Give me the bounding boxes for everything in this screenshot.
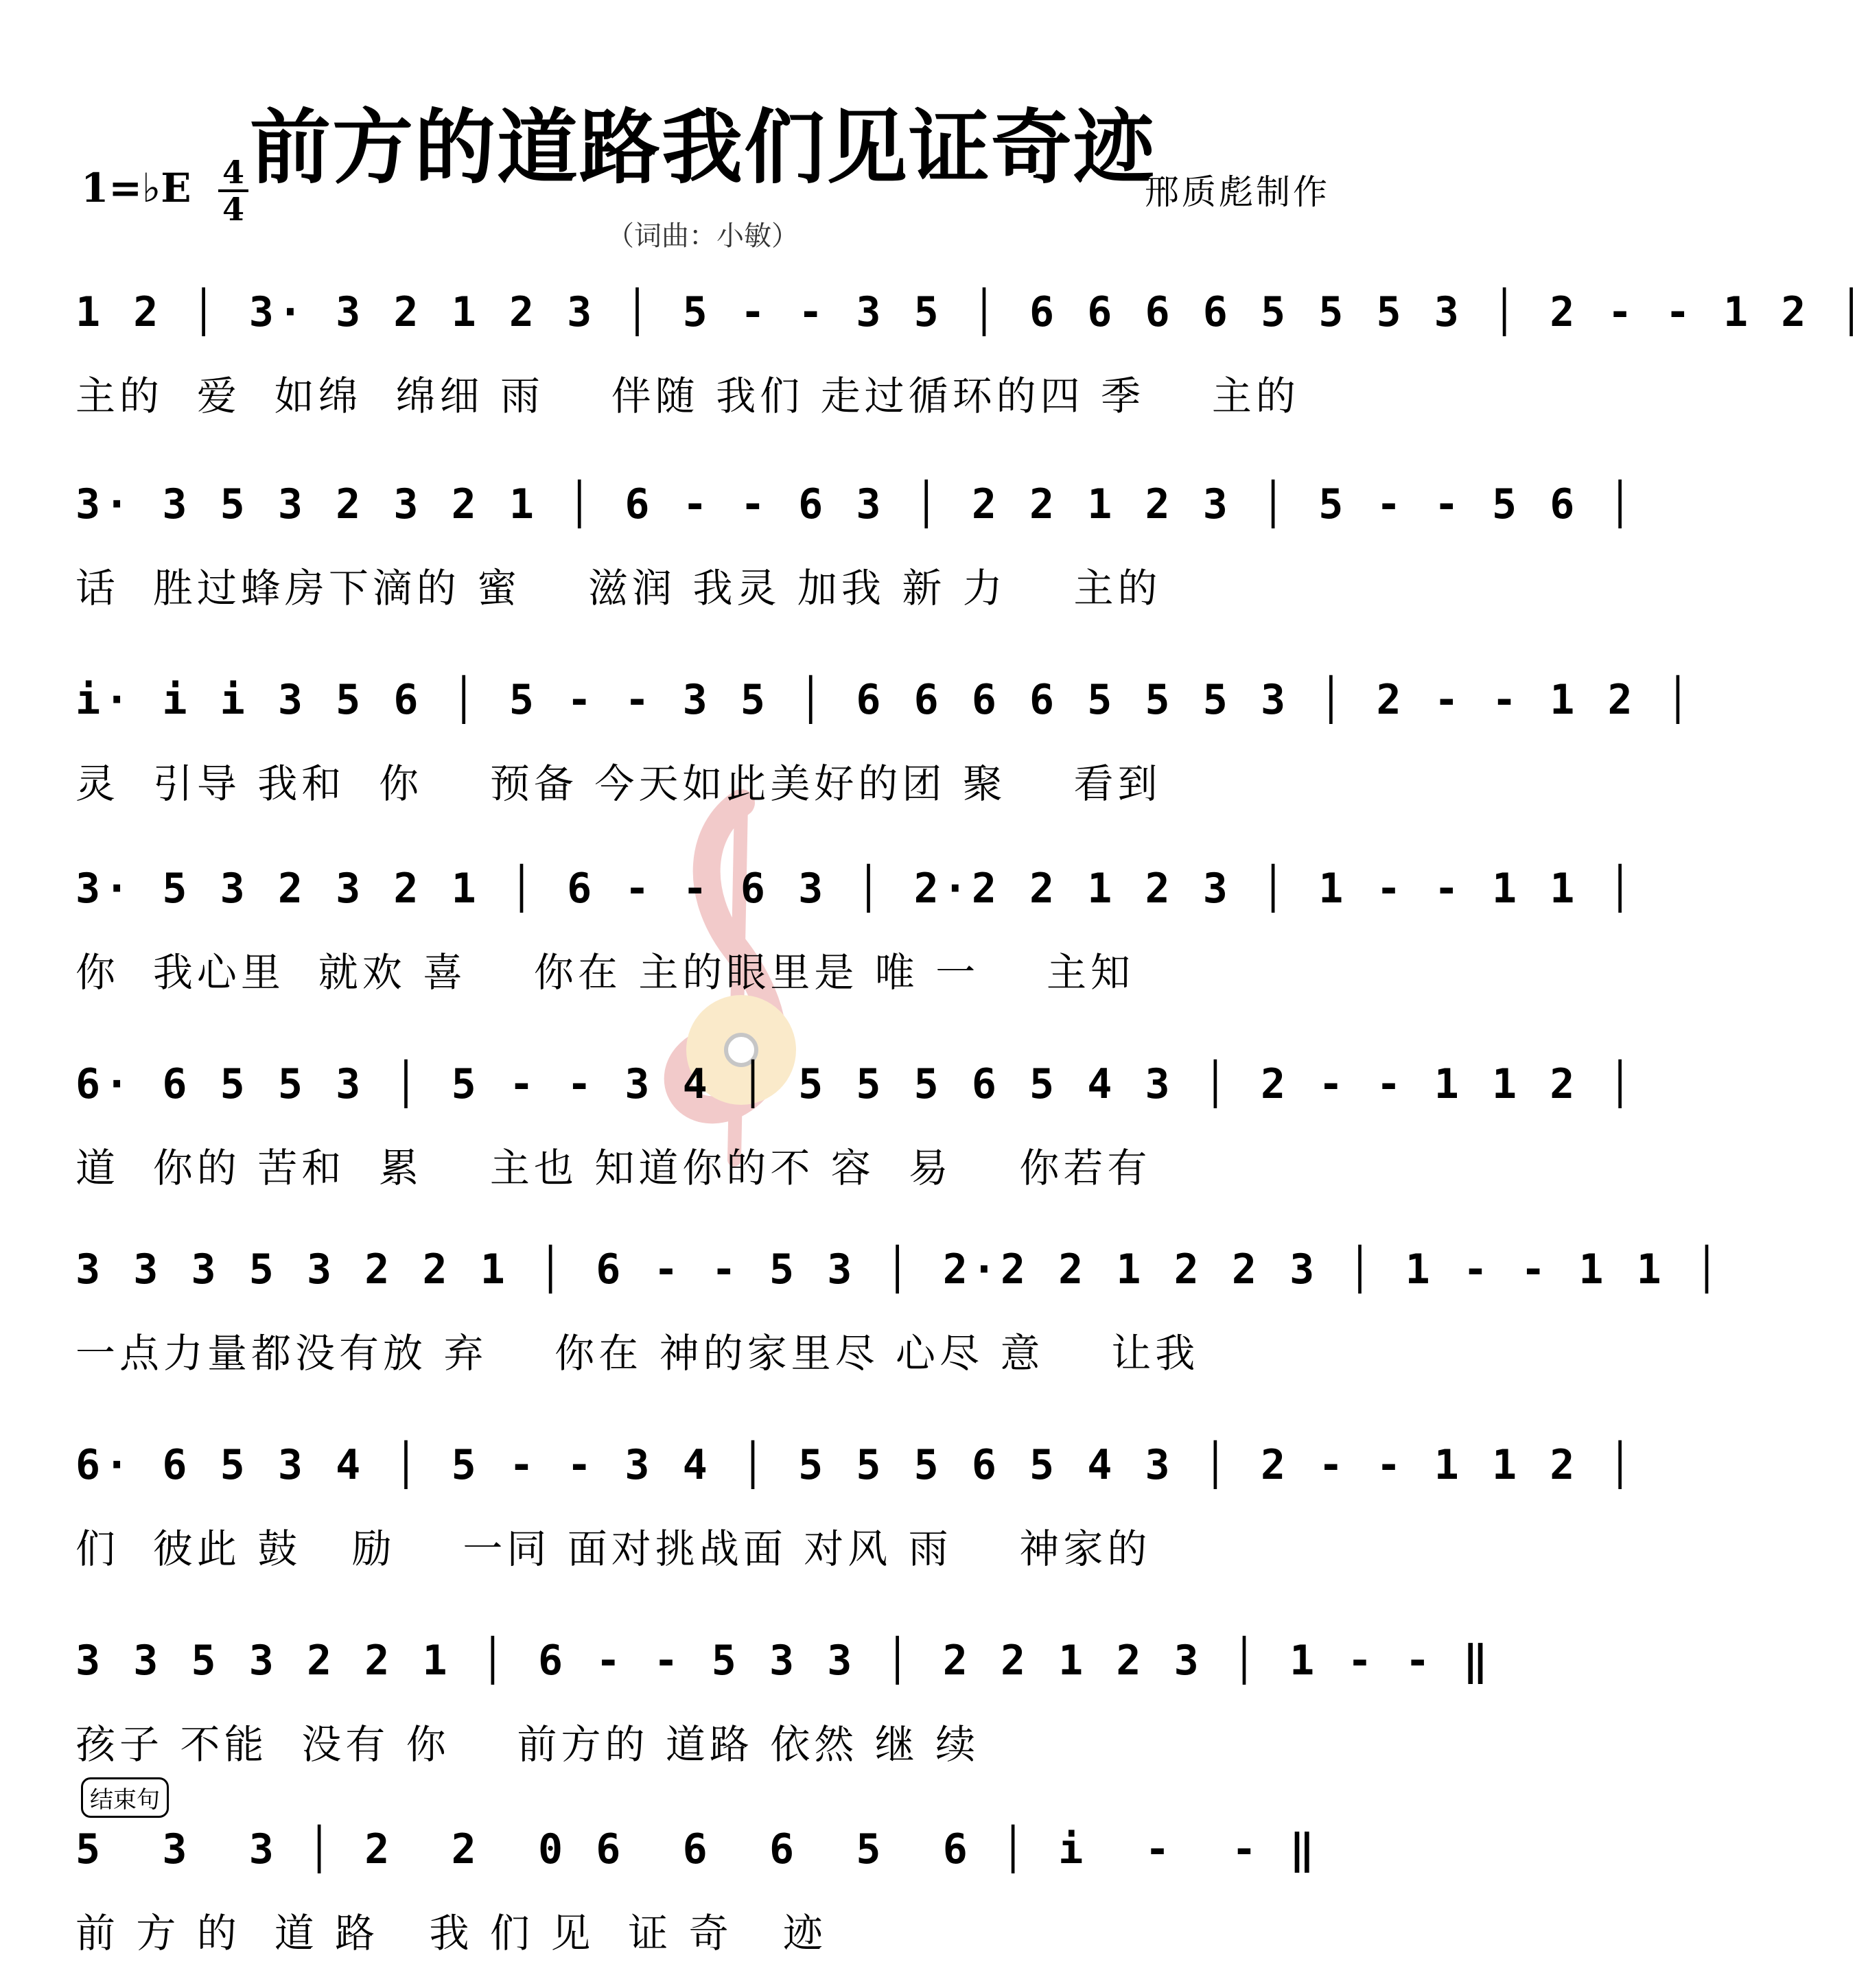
key-signature: 1=♭E bbox=[81, 165, 191, 211]
notes-line: 3 3 3 5 3 2 2 1 │ 6 - - 5 3 │ 2·2 2 1 2 2 3 │ 1 - - 1 1 │ bbox=[75, 1246, 1724, 1294]
score-row-7 bbox=[75, 1441, 1637, 1572]
score-row-ending bbox=[75, 1825, 1330, 1956]
score-row-6 bbox=[75, 1246, 1724, 1377]
score-row-8 bbox=[75, 1637, 1493, 1768]
score-row-5 bbox=[75, 1060, 1637, 1191]
score-row-4 bbox=[75, 865, 1637, 996]
ending-phrase-tag: 结束句 bbox=[81, 1777, 169, 1818]
time-signature-bottom: 4 bbox=[222, 191, 244, 228]
lyrics-line: 一点力量都没有放 弃 你在 神的家里尽 心尽 意 让我 bbox=[75, 1330, 1200, 1377]
lyrics-line: 前 方 的 道 路 我 们 见 证 奇 迹 bbox=[75, 1910, 827, 1956]
notes-line: 5 3 3 │ 2 2 0 6 6 6 5 6 │ i - - ‖ bbox=[75, 1825, 1319, 1873]
lyrics-line: 们 彼此 鼓 励 一同 面对挑战面 对风 雨 神家的 bbox=[75, 1525, 1152, 1572]
notes-line: 3· 3 5 3 2 3 2 1 │ 6 - - 6 3 │ 2 2 1 2 3 │ 5 - - 5 6 │ bbox=[75, 480, 1637, 528]
score-row-2 bbox=[75, 480, 1637, 611]
lyrics-line: 话 胜过蜂房下滴的 蜜 滋润 我灵 加我 新 力 主的 bbox=[75, 565, 1162, 611]
song-title: 前方的道路我们见证奇迹 bbox=[249, 100, 1156, 195]
score-row-1 bbox=[75, 288, 1868, 419]
lyrics-composer-credit: （词曲：小敏） bbox=[607, 220, 799, 252]
author-credit: 邢质彪制作 bbox=[1145, 172, 1330, 212]
time-signature-top: 4 bbox=[222, 154, 244, 191]
score-row-3 bbox=[75, 676, 1694, 807]
notes-line: 3· 5 3 2 3 2 1 │ 6 - - 6 3 │ 2·2 2 1 2 3 │ 1 - - 1 1 │ bbox=[75, 865, 1637, 913]
lyrics-line: 主的 爱 如绵 绵细 雨 伴随 我们 走过循环的四 季 主的 bbox=[75, 373, 1300, 419]
notes-line: 6· 6 5 5 3 │ 5 - - 3 4 │ 5 5 5 6 5 4 3 │ 2 - - 1 1 2 │ bbox=[75, 1060, 1637, 1108]
lyrics-line: 你 我心里 就欢 喜 你在 主的眼里是 唯 一 主知 bbox=[75, 949, 1134, 996]
notes-line: 3 3 5 3 2 2 1 │ 6 - - 5 3 3 │ 2 2 1 2 3 │ 1 - - ‖ bbox=[75, 1637, 1493, 1685]
lyrics-line: 灵 引导 我和 你 预备 今天如此美好的团 聚 看到 bbox=[75, 760, 1162, 807]
notes-line: 6· 6 5 3 4 │ 5 - - 3 4 │ 5 5 5 6 5 4 3 │ 2 - - 1 1 2 │ bbox=[75, 1441, 1637, 1489]
notes-line: 1 2 │ 3· 3 2 1 2 3 │ 5 - - 3 5 │ 6 6 6 6 5 5 5 3 │ 2 - - 1 2 │ bbox=[75, 288, 1868, 336]
notes-line: i· i i 3 5 6 │ 5 - - 3 5 │ 6 6 6 6 5 5 5 3 │ 2 - - 1 2 │ bbox=[75, 676, 1694, 724]
lyrics-line: 道 你的 苦和 累 主也 知道你的不 容 易 你若有 bbox=[75, 1145, 1152, 1191]
lyrics-line: 孩子 不能 没有 你 前方的 道路 依然 继 续 bbox=[75, 1721, 980, 1768]
